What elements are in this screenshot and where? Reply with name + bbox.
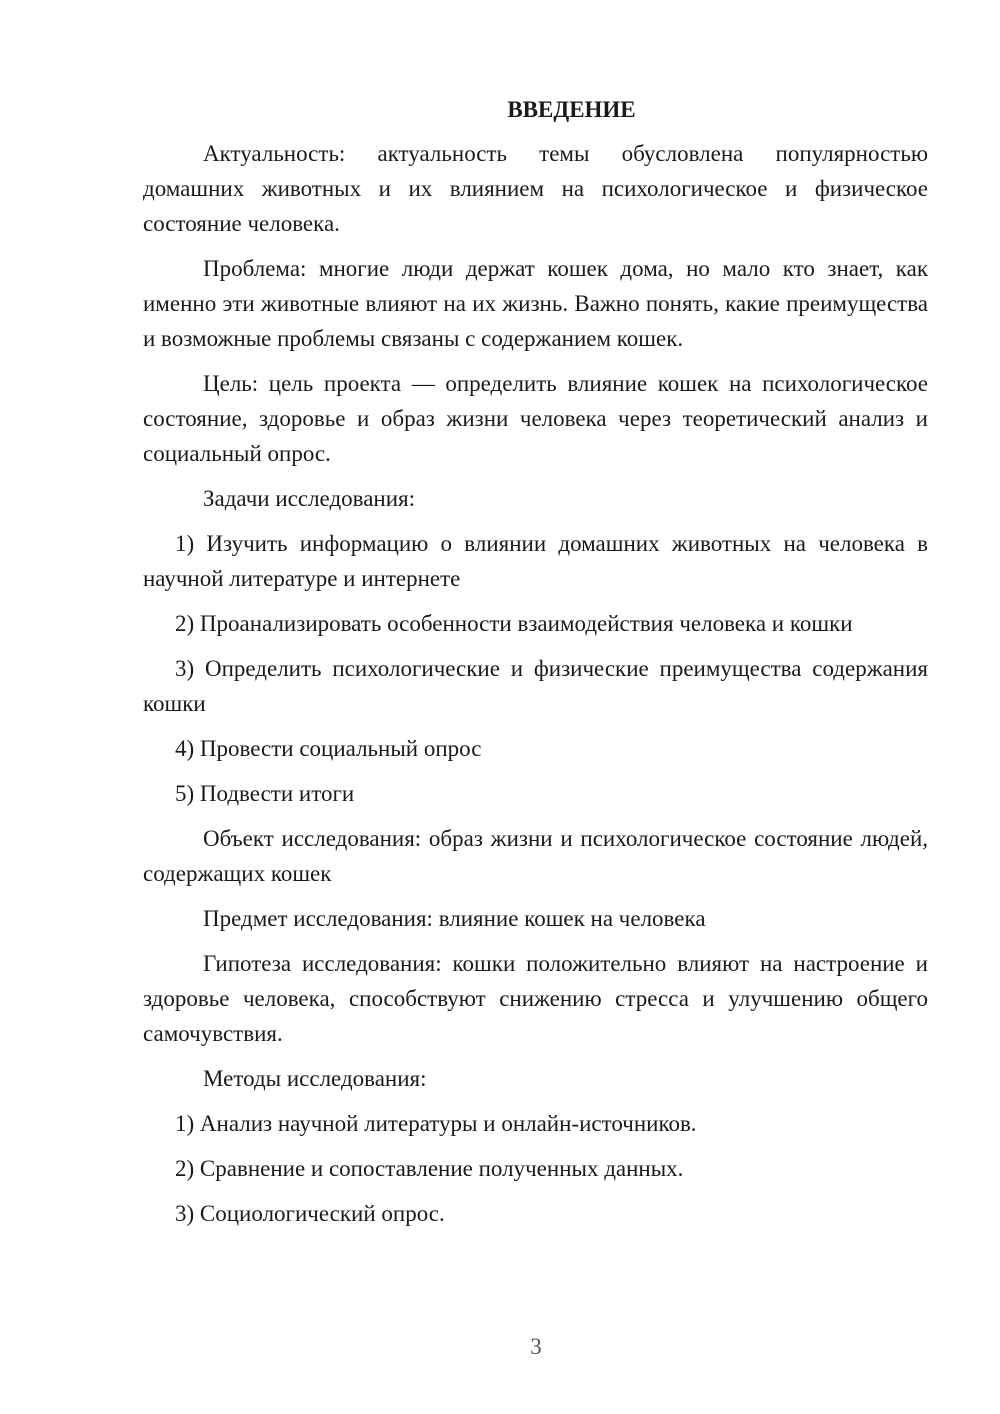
page-body xyxy=(143,92,928,1241)
methods-list xyxy=(143,1106,928,1231)
hypothesis-paragraph: Гипотеза исследования: кошки положительно влияют на настроение и здоровье человека, способствуют снижению стресса и улучшению общего самочувствия. xyxy=(143,951,928,1046)
page-number: 3 xyxy=(530,1334,542,1359)
method-item: 2) Сравнение и сопоставление полученных данных. xyxy=(175,1156,684,1181)
method-item: 1) Анализ научной литературы и онлайн-источников. xyxy=(175,1111,697,1136)
tasks-list xyxy=(143,526,928,811)
task-item: 2) Проанализировать особенности взаимодействия человека и кошки xyxy=(175,611,853,636)
subject-paragraph: Предмет исследования: влияние кошек на человека xyxy=(203,906,706,931)
goal-paragraph: Цель: цель проекта — определить влияние кошек на психологическое состояние, здоровье и образ жизни человека через теоретический анализ и социальный опрос. xyxy=(143,371,928,466)
object-paragraph: Объект исследования: образ жизни и психологическое состояние людей, содержащих кошек xyxy=(143,826,928,886)
method-item: 3) Социологический опрос. xyxy=(175,1201,445,1226)
task-item: 3) Определить психологические и физические преимущества содержания кошки xyxy=(143,656,928,716)
tasks-heading: Задачи исследования: xyxy=(203,486,416,511)
problem-paragraph: Проблема: многие люди держат кошек дома, но мало кто знает, как именно эти животные влияют на их жизнь. Важно понять, какие преимущества и возможные проблемы связаны с содержанием кошек. xyxy=(143,256,928,351)
methods-heading: Методы исследования: xyxy=(203,1066,427,1091)
section-title: ВВЕДЕНИЕ xyxy=(507,97,636,122)
task-item: 4) Провести социальный опрос xyxy=(175,736,482,761)
task-item: 5) Подвести итоги xyxy=(175,781,355,806)
relevance-paragraph: Актуальность: актуальность темы обусловлена популярностью домашних животных и их влиянием на психологическое и физическое состояние человека. xyxy=(143,141,928,236)
task-item: 1) Изучить информацию о влиянии домашних животных на человека в научной литературе и интернете xyxy=(143,531,928,591)
